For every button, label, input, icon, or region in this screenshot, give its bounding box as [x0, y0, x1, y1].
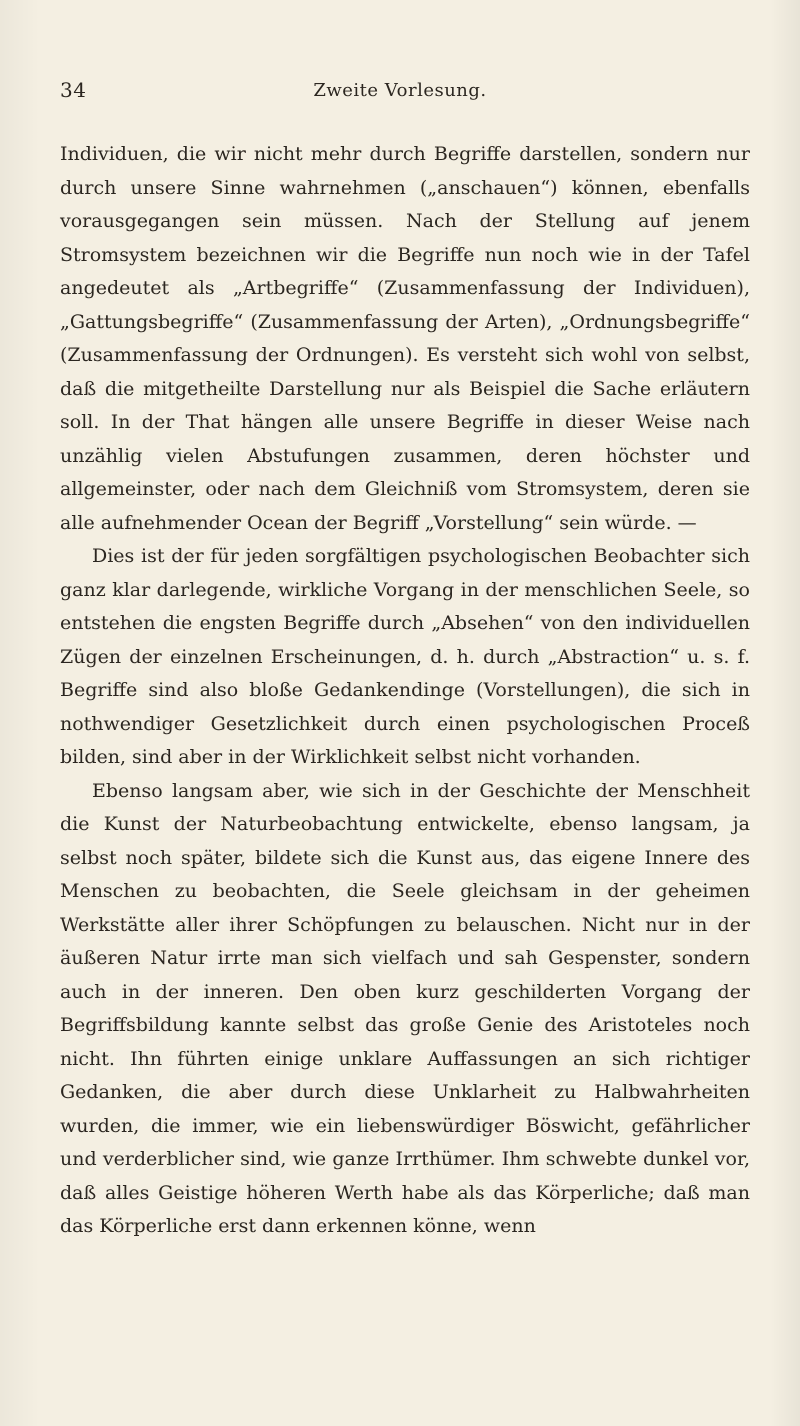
page-header [60, 78, 740, 108]
paragraph: Dies ist der für jeden sorgfältigen psychologischen Beobachter sich ganz klar darlegende, wirkliche Vorgang in der menschlichen Seele, so entstehen die engsten Begriffe durch „Absehen“ von den individuellen Zügen der einzelnen Erscheinungen, d. h. durch „Abstraction“ u. s. f. Begriffe sind also bloße Gedankendinge (Vorstellungen), die sich in nothwendiger Gesetzlichkeit durch einen psychologischen Proceß bilden, sind aber in der Wirklichkeit selbst nicht vorhanden. [60, 545, 750, 768]
paragraph-continuation: Individuen, die wir nicht mehr durch Begriffe darstellen, sondern nur durch unsere Sinne wahrnehmen („anschauen“) können, ebenfalls vorausgegangen sein müssen. Nach der Stellung auf jenem Stromsystem bezeichnen wir die Begriffe nun noch wie in der Tafel angedeutet als „Artbegriffe“ (Zusammenfassung der Individuen), „Gattungsbegriffe“ (Zusammenfassung der Arten), „Ordnungsbegriffe“ (Zusammenfassung der Ordnungen). Es versteht sich wohl von selbst, daß die mitgetheilte Darstellung nur als Beispiel die Sache erläutern soll. In der That hängen alle unsere Begriffe in dieser Weise nach unzählig vielen Abstufungen zusammen, deren höchster und allgemeinster, oder nach dem Gleichniß vom Stromsystem, deren sie alle aufnehmender Ocean der Begriff „Vorstellung“ sein würde. — [60, 143, 750, 534]
running-head: Zweite Vorlesung. [313, 80, 487, 101]
paragraph: Ebenso langsam aber, wie sich in der Geschichte der Menschheit die Kunst der Naturbeobachtung entwickelte, ebenso langsam, ja selbst noch später, bildete sich die Kunst aus, das eigene Innere des Menschen zu beobachten, die Seele gleichsam in der geheimen Werkstätte aller ihrer Schöpfungen zu belauschen. Nicht nur in der äußeren Natur irrte man sich vielfach und sah Gespenster, sondern auch in der inneren. Den oben kurz geschilderten Vorgang der Begriffsbildung kannte selbst das große Genie des Aristoteles noch nicht. Ihn führten einige unklare Auffassungen an sich richtiger Gedanken, die aber durch diese Unklarheit zu Halbwahrheiten wurden, die immer, wie ein liebenswürdiger Böswicht, gefährlicher und verderblicher sind, wie ganze Irrthümer. Ihm schwebte dunkel vor, daß alles Geistige höheren Werth habe als das Körperliche; daß man das Körperliche erst dann erkennen könne, wenn [60, 779, 750, 1237]
page-number: 34 [60, 78, 87, 102]
body-text [60, 138, 750, 1244]
